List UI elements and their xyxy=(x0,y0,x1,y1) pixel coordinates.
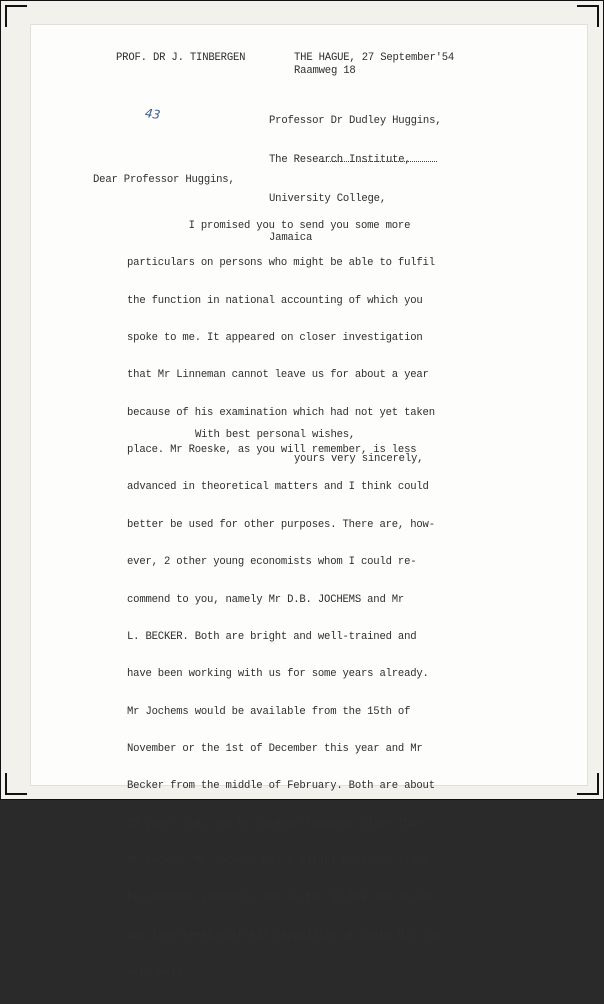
salutation: Dear Professor Huggins, xyxy=(93,174,235,186)
body-line: that Mr Linneman cannot leave us for about a year xyxy=(127,369,429,382)
body-line: spoke to me. It appeared on closer investigation xyxy=(127,331,423,344)
crop-mark-bottom-left xyxy=(5,773,27,795)
recipient-line: Jamaica xyxy=(269,232,313,244)
body-line: Mr Becker. Mr Jochems has a slight handicap since xyxy=(127,855,429,868)
sender-name: PROF. DR J. TINBERGEN xyxy=(116,52,246,64)
closing-line: With best personal wishes, xyxy=(195,429,356,441)
letter-sheet xyxy=(31,25,587,980)
recipient-line: The Research Institute, xyxy=(269,154,411,166)
recipient-line: Professor Dr Dudley Huggins, xyxy=(269,115,442,127)
body-line: better be used for other purposes. There are, how- xyxy=(127,518,435,531)
address-underline xyxy=(321,161,437,162)
crop-mark-top-left xyxy=(5,5,27,27)
body-line: place. Mr Roeske, as you will remember, is less xyxy=(127,444,417,457)
body-line: particulars on persons who might be able to fulfil xyxy=(127,257,435,270)
recipient-line: University College, xyxy=(269,193,386,205)
body-line: I promised you to send you some more xyxy=(127,219,411,232)
body-line: 25 years old, and Mr Jochems somewhat older than xyxy=(127,817,423,830)
sender-street: Raamweg 18 xyxy=(294,65,356,77)
body-line: advanced in theoretical matters and I think could xyxy=(127,481,429,494)
body-line: ever, 2 other young economists whom I could re- xyxy=(127,556,417,569)
crop-mark-top-right xyxy=(577,5,599,27)
body-line: he somewhat stammers, but so far it has not in any xyxy=(127,892,435,905)
handwritten-annotation: 43 xyxy=(144,106,162,122)
body-line: L. BECKER. Both are bright and well-trained and xyxy=(127,630,417,643)
body-line: Becker from the middle of February. Both are about xyxy=(127,780,435,793)
place-date: THE HAGUE, 27 September'54 xyxy=(294,52,455,64)
body-line: November or the 1st of December this year and Mr xyxy=(127,742,423,755)
body-line: because of his examination which had not yet taken xyxy=(127,406,435,419)
body-line: way interfered with his capability of doing his job xyxy=(127,929,442,942)
body-line: commend to you, namely Mr D.B. JOCHEMS and Mr xyxy=(127,593,405,606)
letter-body xyxy=(127,195,441,1004)
body-line: very well. xyxy=(127,967,189,980)
body-line: Mr Jochems would be available from the 15th of xyxy=(127,705,411,718)
body-line: the function in national accounting of which you xyxy=(127,294,423,307)
body-line: have been working with us for some years already. xyxy=(127,668,429,681)
signoff: yours very sincerely, xyxy=(294,453,424,465)
